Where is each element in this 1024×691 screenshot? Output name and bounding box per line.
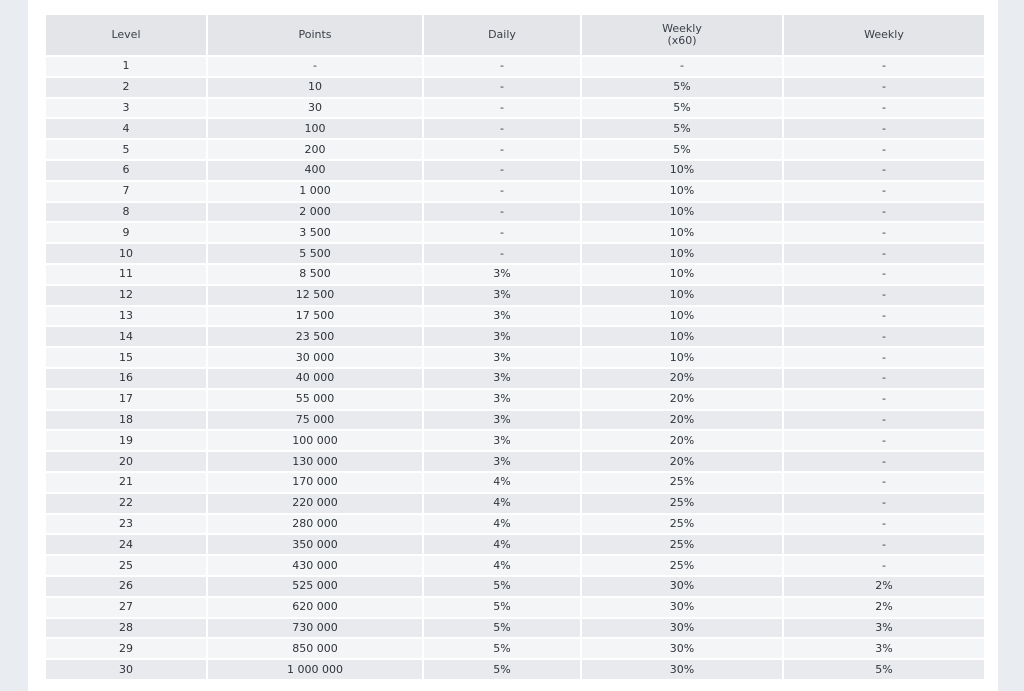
- table-row: [46, 182, 984, 201]
- cell-weekly-x60: 10%: [582, 161, 782, 180]
- cell-weekly-x60: 20%: [582, 369, 782, 388]
- levels-table: [44, 13, 986, 681]
- table-row: [46, 286, 984, 305]
- cell-weekly: -: [784, 452, 984, 471]
- header-weekly-x60: [582, 15, 782, 55]
- cell-weekly: -: [784, 327, 984, 346]
- cell-points: 350 000: [208, 535, 422, 554]
- cell-points: 430 000: [208, 556, 422, 575]
- cell-weekly: -: [784, 411, 984, 430]
- cell-weekly-x60: 30%: [582, 639, 782, 658]
- table-row: [46, 535, 984, 554]
- cell-points: 8 500: [208, 265, 422, 284]
- cell-weekly-x60: 25%: [582, 494, 782, 513]
- table-row: [46, 556, 984, 575]
- table-header: [46, 15, 984, 55]
- table-row: [46, 327, 984, 346]
- cell-level: 25: [46, 556, 206, 575]
- cell-points: 30: [208, 99, 422, 118]
- cell-weekly: -: [784, 203, 984, 222]
- cell-level: 9: [46, 223, 206, 242]
- cell-level: 16: [46, 369, 206, 388]
- cell-weekly-x60: 10%: [582, 327, 782, 346]
- cell-daily: 3%: [424, 348, 580, 367]
- table-row: [46, 473, 984, 492]
- cell-level: 4: [46, 119, 206, 138]
- cell-daily: 4%: [424, 494, 580, 513]
- cell-weekly-x60: 20%: [582, 411, 782, 430]
- cell-weekly-x60: 30%: [582, 577, 782, 596]
- cell-weekly-x60: 20%: [582, 390, 782, 409]
- header-weekly-x60-line2: (x60): [667, 34, 697, 47]
- cell-points: 1 000 000: [208, 660, 422, 679]
- cell-daily: 4%: [424, 473, 580, 492]
- table-row: [46, 390, 984, 409]
- table-row: [46, 161, 984, 180]
- cell-daily: 3%: [424, 327, 580, 346]
- cell-points: 525 000: [208, 577, 422, 596]
- cell-weekly: -: [784, 244, 984, 263]
- cell-weekly-x60: 25%: [582, 473, 782, 492]
- cell-weekly: -: [784, 140, 984, 159]
- cell-daily: -: [424, 182, 580, 201]
- cell-level: 6: [46, 161, 206, 180]
- cell-daily: -: [424, 223, 580, 242]
- cell-weekly-x60: -: [582, 57, 782, 76]
- cell-points: 1 000: [208, 182, 422, 201]
- cell-level: 1: [46, 57, 206, 76]
- content-panel: [28, 0, 998, 691]
- cell-daily: 5%: [424, 619, 580, 638]
- cell-level: 10: [46, 244, 206, 263]
- table-row: [46, 57, 984, 76]
- table-row: [46, 452, 984, 471]
- cell-daily: -: [424, 78, 580, 97]
- cell-weekly-x60: 30%: [582, 619, 782, 638]
- table-row: [46, 577, 984, 596]
- cell-daily: 5%: [424, 639, 580, 658]
- cell-weekly-x60: 25%: [582, 556, 782, 575]
- cell-weekly: -: [784, 494, 984, 513]
- cell-weekly: 2%: [784, 577, 984, 596]
- cell-weekly-x60: 30%: [582, 598, 782, 617]
- header-weekly-x60-line1: Weekly: [662, 22, 702, 35]
- cell-points: 280 000: [208, 515, 422, 534]
- cell-weekly-x60: 5%: [582, 140, 782, 159]
- cell-weekly: -: [784, 182, 984, 201]
- cell-level: 21: [46, 473, 206, 492]
- header-points: Points: [208, 15, 422, 55]
- cell-weekly: 3%: [784, 639, 984, 658]
- cell-level: 5: [46, 140, 206, 159]
- cell-weekly-x60: 10%: [582, 244, 782, 263]
- cell-level: 20: [46, 452, 206, 471]
- cell-weekly-x60: 25%: [582, 515, 782, 534]
- cell-level: 24: [46, 535, 206, 554]
- cell-level: 28: [46, 619, 206, 638]
- cell-weekly: 2%: [784, 598, 984, 617]
- cell-daily: 3%: [424, 390, 580, 409]
- cell-daily: 3%: [424, 265, 580, 284]
- cell-daily: 3%: [424, 452, 580, 471]
- cell-daily: 3%: [424, 369, 580, 388]
- cell-points: 100 000: [208, 431, 422, 450]
- cell-level: 18: [46, 411, 206, 430]
- cell-points: 40 000: [208, 369, 422, 388]
- cell-weekly: -: [784, 78, 984, 97]
- cell-weekly: -: [784, 99, 984, 118]
- cell-weekly: -: [784, 473, 984, 492]
- cell-weekly: -: [784, 515, 984, 534]
- cell-level: 15: [46, 348, 206, 367]
- cell-weekly-x60: 10%: [582, 348, 782, 367]
- cell-level: 26: [46, 577, 206, 596]
- cell-weekly-x60: 30%: [582, 660, 782, 679]
- table-row: [46, 223, 984, 242]
- cell-weekly: -: [784, 119, 984, 138]
- cell-points: 5 500: [208, 244, 422, 263]
- header-level: Level: [46, 15, 206, 55]
- cell-weekly: -: [784, 369, 984, 388]
- cell-weekly: -: [784, 535, 984, 554]
- header-daily: Daily: [424, 15, 580, 55]
- cell-level: 23: [46, 515, 206, 534]
- cell-daily: 5%: [424, 577, 580, 596]
- cell-level: 8: [46, 203, 206, 222]
- table-row: [46, 431, 984, 450]
- cell-weekly: -: [784, 390, 984, 409]
- cell-points: 220 000: [208, 494, 422, 513]
- cell-points: 3 500: [208, 223, 422, 242]
- cell-daily: -: [424, 203, 580, 222]
- cell-points: 75 000: [208, 411, 422, 430]
- cell-weekly: -: [784, 265, 984, 284]
- cell-daily: 3%: [424, 286, 580, 305]
- cell-weekly-x60: 10%: [582, 265, 782, 284]
- cell-points: 100: [208, 119, 422, 138]
- cell-level: 19: [46, 431, 206, 450]
- cell-level: 17: [46, 390, 206, 409]
- cell-points: 12 500: [208, 286, 422, 305]
- cell-level: 27: [46, 598, 206, 617]
- cell-weekly-x60: 20%: [582, 452, 782, 471]
- cell-daily: 3%: [424, 307, 580, 326]
- table-row: [46, 78, 984, 97]
- table-row: [46, 119, 984, 138]
- table-row: [46, 99, 984, 118]
- cell-points: 170 000: [208, 473, 422, 492]
- cell-points: 850 000: [208, 639, 422, 658]
- cell-weekly: -: [784, 431, 984, 450]
- cell-level: 30: [46, 660, 206, 679]
- table-row: [46, 639, 984, 658]
- cell-points: 130 000: [208, 452, 422, 471]
- cell-weekly-x60: 10%: [582, 223, 782, 242]
- cell-weekly-x60: 5%: [582, 99, 782, 118]
- cell-weekly: -: [784, 556, 984, 575]
- cell-points: 400: [208, 161, 422, 180]
- table-row: [46, 494, 984, 513]
- cell-level: 2: [46, 78, 206, 97]
- cell-weekly: -: [784, 223, 984, 242]
- cell-weekly: -: [784, 57, 984, 76]
- cell-points: 200: [208, 140, 422, 159]
- cell-level: 29: [46, 639, 206, 658]
- cell-points: 17 500: [208, 307, 422, 326]
- cell-level: 22: [46, 494, 206, 513]
- table-row: [46, 369, 984, 388]
- cell-daily: -: [424, 99, 580, 118]
- cell-points: -: [208, 57, 422, 76]
- cell-weekly: -: [784, 161, 984, 180]
- header-row: [46, 15, 984, 55]
- cell-weekly: -: [784, 348, 984, 367]
- cell-weekly-x60: 25%: [582, 535, 782, 554]
- table-row: [46, 348, 984, 367]
- cell-points: 10: [208, 78, 422, 97]
- cell-daily: -: [424, 119, 580, 138]
- cell-level: 12: [46, 286, 206, 305]
- cell-points: 2 000: [208, 203, 422, 222]
- cell-weekly-x60: 10%: [582, 307, 782, 326]
- cell-points: 23 500: [208, 327, 422, 346]
- cell-weekly-x60: 5%: [582, 78, 782, 97]
- cell-daily: -: [424, 57, 580, 76]
- table-row: [46, 660, 984, 679]
- cell-daily: 4%: [424, 515, 580, 534]
- cell-level: 11: [46, 265, 206, 284]
- cell-weekly-x60: 10%: [582, 182, 782, 201]
- cell-daily: -: [424, 161, 580, 180]
- cell-points: 30 000: [208, 348, 422, 367]
- table-body: [46, 57, 984, 679]
- table-row: [46, 411, 984, 430]
- table-row: [46, 598, 984, 617]
- cell-points: 620 000: [208, 598, 422, 617]
- cell-daily: 3%: [424, 431, 580, 450]
- cell-points: 730 000: [208, 619, 422, 638]
- cell-daily: 5%: [424, 660, 580, 679]
- cell-points: 55 000: [208, 390, 422, 409]
- cell-weekly: -: [784, 286, 984, 305]
- cell-daily: 3%: [424, 411, 580, 430]
- cell-weekly: 5%: [784, 660, 984, 679]
- table-row: [46, 244, 984, 263]
- cell-weekly: 3%: [784, 619, 984, 638]
- header-weekly: Weekly: [784, 15, 984, 55]
- cell-daily: 5%: [424, 598, 580, 617]
- cell-weekly-x60: 20%: [582, 431, 782, 450]
- cell-level: 3: [46, 99, 206, 118]
- cell-daily: 4%: [424, 556, 580, 575]
- cell-level: 13: [46, 307, 206, 326]
- table-row: [46, 619, 984, 638]
- table-row: [46, 203, 984, 222]
- table-row: [46, 265, 984, 284]
- cell-daily: -: [424, 140, 580, 159]
- cell-weekly-x60: 10%: [582, 203, 782, 222]
- cell-level: 7: [46, 182, 206, 201]
- cell-daily: -: [424, 244, 580, 263]
- table-row: [46, 307, 984, 326]
- table-row: [46, 140, 984, 159]
- cell-level: 14: [46, 327, 206, 346]
- table-row: [46, 515, 984, 534]
- cell-weekly-x60: 10%: [582, 286, 782, 305]
- cell-weekly: -: [784, 307, 984, 326]
- cell-daily: 4%: [424, 535, 580, 554]
- cell-weekly-x60: 5%: [582, 119, 782, 138]
